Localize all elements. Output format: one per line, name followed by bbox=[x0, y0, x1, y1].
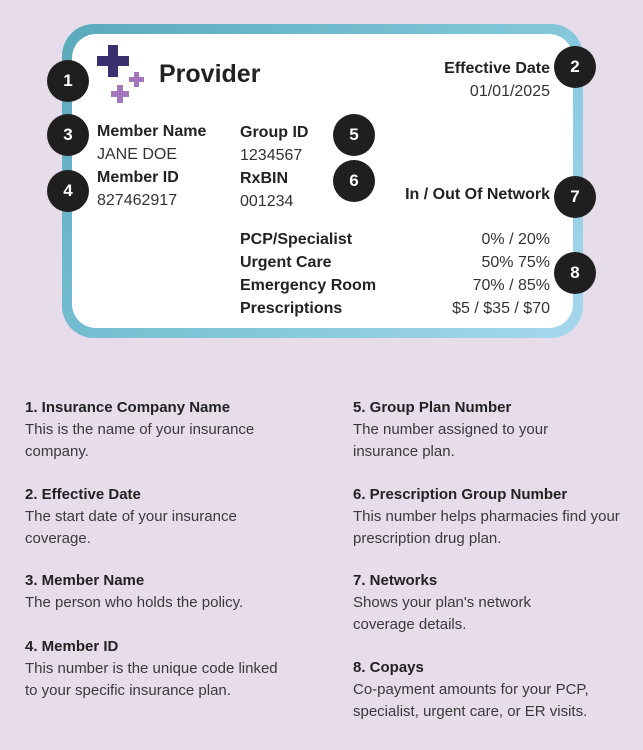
copay-value-pcp: 0% / 20% bbox=[481, 231, 550, 248]
member-id-value: 827462917 bbox=[97, 192, 178, 209]
legend-item-3 bbox=[25, 570, 315, 614]
legend-title: 6. Prescription Group Number bbox=[353, 486, 568, 503]
legend-item-8 bbox=[353, 657, 633, 723]
copay-value-prescriptions: $5 / $35 / $70 bbox=[452, 300, 550, 317]
member-name-label: Member Name bbox=[97, 123, 207, 140]
legend-text: The number assigned to your insurance plan. bbox=[353, 421, 549, 460]
legend-title: 3. Member Name bbox=[25, 572, 145, 589]
badge-8: 8 bbox=[554, 252, 596, 294]
copay-label-prescriptions: Prescriptions bbox=[240, 300, 343, 317]
legend-text: The start date of your insurance coverage. bbox=[25, 508, 237, 547]
rxbin-label: RxBIN bbox=[240, 170, 289, 187]
badge-4: 4 bbox=[47, 170, 89, 212]
rxbin-value: 001234 bbox=[240, 193, 294, 210]
legend-title: 1. Insurance Company Name bbox=[25, 399, 231, 416]
copay-label-pcp: PCP/Specialist bbox=[240, 231, 353, 248]
legend-title: 8. Copays bbox=[353, 659, 424, 676]
legend-title: 4. Member ID bbox=[25, 638, 119, 655]
badge-3: 3 bbox=[47, 114, 89, 156]
group-id-label: Group ID bbox=[240, 124, 309, 141]
legend-item-2 bbox=[25, 484, 295, 550]
badge-6: 6 bbox=[333, 160, 375, 202]
badge-5: 5 bbox=[333, 114, 375, 156]
legend-title: 5. Group Plan Number bbox=[353, 399, 512, 416]
legend-title: 2. Effective Date bbox=[25, 486, 141, 503]
legend-item-1 bbox=[25, 397, 315, 463]
badge-2: 2 bbox=[554, 46, 596, 88]
legend-text: This is the name of your insurance company. bbox=[25, 421, 255, 460]
legend-item-6 bbox=[353, 484, 628, 550]
badge-7: 7 bbox=[554, 176, 596, 218]
provider-name: Provider bbox=[159, 60, 261, 88]
effective-date-value: 01/01/2025 bbox=[469, 83, 550, 100]
medical-cross-logo-icon bbox=[96, 45, 148, 105]
copay-value-emergency-room: 70% / 85% bbox=[472, 277, 550, 294]
member-id-label: Member ID bbox=[97, 169, 179, 186]
legend-text: Shows your plan's network coverage details. bbox=[353, 594, 531, 633]
copay-label-urgent-care: Urgent Care bbox=[240, 254, 332, 271]
legend-title: 7. Networks bbox=[353, 572, 438, 589]
copay-value-urgent-care: 50% 75% bbox=[481, 254, 550, 271]
legend-text: This number helps pharmacies find your prescription drug plan. bbox=[353, 508, 620, 547]
effective-date-label: Effective Date bbox=[444, 60, 550, 77]
group-id-value: 1234567 bbox=[240, 147, 303, 164]
legend-item-7 bbox=[353, 570, 573, 636]
legend-text: This number is the unique code linked to your specific insurance plan. bbox=[25, 660, 278, 699]
legend-text: Co-payment amounts for your PCP, specialist, urgent care, or ER visits. bbox=[353, 681, 589, 720]
legend-text: The person who holds the policy. bbox=[25, 594, 244, 611]
copay-label-emergency-room: Emergency Room bbox=[240, 277, 377, 294]
legend-item-4 bbox=[25, 636, 285, 702]
member-name-value: JANE DOE bbox=[97, 146, 178, 163]
badge-1: 1 bbox=[47, 60, 89, 102]
legend-item-5 bbox=[353, 397, 593, 463]
network-header: In / Out Of Network bbox=[405, 186, 550, 203]
